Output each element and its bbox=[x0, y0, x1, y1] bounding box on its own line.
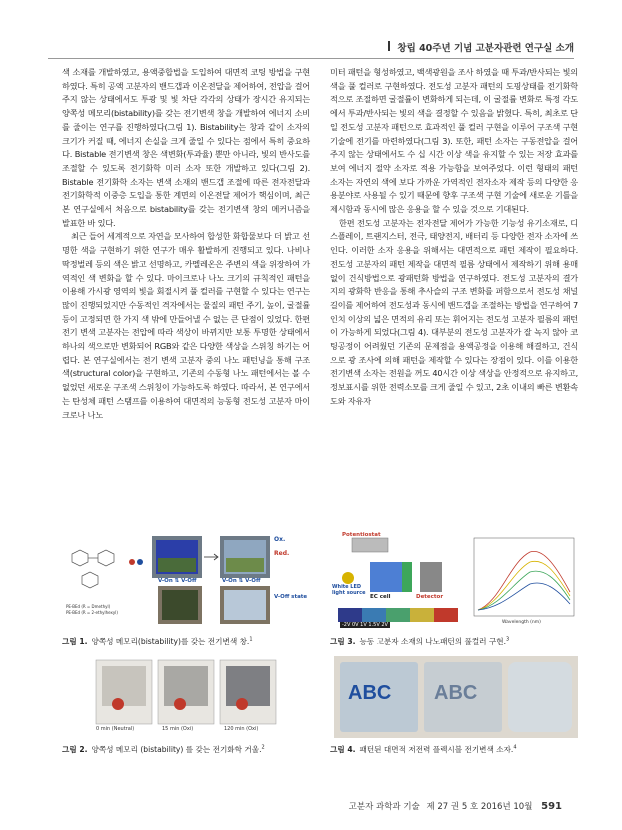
fig3-caption-number: 그림 3. bbox=[330, 637, 356, 646]
fig3-caption-text: 능동 고분자 소재의 나노패턴의 풀컬러 구현. bbox=[359, 637, 507, 646]
fig4-letters-1: ABC bbox=[348, 682, 392, 704]
fig1-legend-2: PE-BEd (R = 2-ethylhexyl) bbox=[66, 610, 118, 615]
right-paragraph-1: 미터 패턴을 형성하였고, 백색광원을 조사 하였을 때 투과/반사되는 빛의 색을 풀 컬러로 구현하였다. 전도성 고분자 패턴의 도핑상태를 전기화학적으로 조절하면 굴절률이 변화하게 되는데, 이 굴절률 변화로 특정 각도에서 투과/반사되는 빛의 색을 결정할 수 있음을 밝혔다. 특히, 최초로 단일 전도성 고분자 패턴으로 효과적인 풀 컬러 구현을 이루어 구조색 구현 기술에 전기를 마련하였다(그림 3). 또한, 패턴 소자는 구동전압을 걸어주지 않는 상태에서도 수 십 시간 이상 색을 유지할 수 있는 저장 효과를 보여 에너지 절약 소자로 적용 가능함을 보여주었다. 이런 형태의 패턴 소자는 자연의 색에 보다 가까운 가역적인 전자소자 제작 등의 다양한 응용분야로 사용될 수 있기 때문에 향후 구조색 구현 기술에 새로운 기틀을 제시함과 동시에 많은 응용을 할 수 있을 것으로 기대된다. bbox=[330, 67, 578, 215]
fig1-voff-state-label: V-Off state bbox=[274, 594, 308, 600]
figure-2 bbox=[92, 656, 284, 736]
fig1-caption-sup: 1 bbox=[249, 636, 253, 643]
fig4-letters-2: ABC bbox=[434, 682, 478, 704]
right-paragraph-2: 한편 전도성 고분자는 전자전달 제어가 가능한 기능성 유기소재로, 디스플레이, 트랜지스터, 전극, 태양전지, 배터리 등 다양한 전자 소자에 쓰인다. 이러한 소자 응용을 위해서는 대면적으로 패턴 제작이 필요하다. 전도성 고분자의 패턴 제작을 대면적 필름 상태에서 제작하기 위해 용매 없이 건식방법으로 광패턴화 방법을 연구하였다. 전도성 고분자의 결가지의 광화학 반응을 통해 추사슬의 구조 변화를 퍼함으로서 전도성 채널 길이를 제어하여 전도성과 동시에 밴드갭을 조절하는 방법을 연구하여 7인치 이상의 넓은 면적의 유리 또는 휘어지는 전도성 고분자 필름의 패턴이 가능하게 되었다(그림 4). 대부분의 전도성 고분자가 잘 녹지 않아 코팅공정이 어려웠던 기존의 문제점을 용액공정을 이용해 해결하고, 건식으로 광 조사에 의해 패턴을 제작할 수 있다는 장점이 있다. 이를 이용한 전기변색 소자는 전원을 꺼도 40시간 이상 색상을 안정적으로 유지하고, 정보표시를 위한 전력소모를 크게 줄일 수 있고, 2초 이내의 빠른 변환속도와 자유자 bbox=[330, 217, 578, 406]
fig3-caption-sup: 3 bbox=[506, 636, 510, 643]
fig2-label-1: 0 min (Neutral) bbox=[96, 726, 135, 732]
fig1-von-voff-label-2: V-On ⇅ V-Off bbox=[222, 578, 261, 584]
figure-3 bbox=[330, 532, 580, 632]
fig1-caption-number: 그림 1. bbox=[62, 637, 88, 646]
fig4-caption-number: 그림 4. bbox=[330, 745, 356, 754]
fig3-detector-label: Detector bbox=[416, 594, 444, 600]
fig3-white-led-label: White LED light source bbox=[332, 584, 366, 596]
figure-3-caption bbox=[330, 636, 509, 647]
left-paragraph-1: 색 소재를 개발하였고, 용액중합법을 도입하여 대면적 코팅 방법을 구현하였다. 특히 공액 고분자의 밴드갭과 이온전달을 제어하여, 전압을 걸어주지 않는 상태에서도 투광 및 빛 차단 각각의 상태가 장시간 유지되는 양쪽성 메모리(bistability)를 갖는 전기변색 창을 개발하여 에너지 소비를 줄이는 연구를 진행하였다(그림 1). Bistability는 창과 같이 소자의 크기가 커질 때, 에너지 손실을 크게 줄일 수 있다는 점에서 특히 중요하다. Bistable 전기변색 창은 색변화(투과율) 뿐만 아니라, 빛의 반사도를 조절할 수 있도록 전기화학 미러 소자 또한 개발하고 있다(그림 2). Bistable 전기화학 소자는 변색 소재의 밴드갭 조절에 따른 전자전달과 전기화학적 이중층 도입을 통한 계면의 이온전달 제어가 핵심이며, 최근 본 연구실에서 처음으로 bistability를 갖는 전기변색 창의 메커니즘을 발표한 바 있다. bbox=[62, 67, 310, 228]
right-column bbox=[330, 66, 578, 409]
fig1-red-label: Red. bbox=[274, 550, 290, 557]
fig2-caption-text: 양쪽성 메모리 (bistability) 를 갖는 전기화학 거울. bbox=[91, 745, 262, 754]
fig3-potentiostat-label: Potentiostat bbox=[342, 532, 381, 538]
page-header bbox=[0, 0, 622, 54]
figure-2-image bbox=[92, 656, 284, 736]
fig1-von-voff-label-1: V-On ⇅ V-Off bbox=[158, 578, 197, 584]
fig4-caption-text: 패턴된 대면적 저전력 플렉시블 전기변색 소자. bbox=[359, 745, 514, 754]
fig1-caption-text: 양쪽성 메모리(bistability)를 갖는 전기변색 창. bbox=[91, 637, 250, 646]
header-divider bbox=[48, 58, 574, 59]
fig3-xaxis-label: Wavelength (nm) bbox=[502, 620, 541, 625]
fig2-caption-number: 그림 2. bbox=[62, 745, 88, 754]
figure-1-caption bbox=[62, 636, 253, 647]
fig2-caption-sup: 2 bbox=[261, 744, 265, 751]
figure-1 bbox=[62, 532, 312, 632]
figure-4 bbox=[334, 656, 578, 738]
fig1-legend-1: PE-BEd (R = Dmethyl) bbox=[66, 604, 111, 609]
figure-3-image bbox=[330, 532, 580, 632]
fig4-caption-sup: 4 bbox=[513, 744, 517, 751]
fig3-voltages-label: -2V 0V 1V 1.5V 2V bbox=[342, 622, 388, 628]
footer-journal: 고분자 과학과 기술 bbox=[348, 802, 420, 812]
footer-volume: 제 27 권 5 호 2016년 10월 bbox=[426, 802, 533, 812]
figure-2-caption bbox=[62, 744, 265, 755]
header-title: 창립 40주년 기념 고분자관련 연구실 소개 bbox=[397, 40, 574, 54]
fig2-label-3: 120 min (Oxi) bbox=[224, 726, 259, 732]
figure-4-caption bbox=[330, 744, 517, 755]
page-number: 591 bbox=[541, 801, 562, 812]
page-footer bbox=[349, 800, 562, 812]
left-paragraph-2: 최근 들어 세계적으로 자연을 모사하여 합성한 화합물보다 더 밝고 선명한 색을 구현하기 위한 연구가 매우 활발하게 진행되고 있다. 나비나 딱정벌레 등의 색은 밝고 선명하고, 카멜레온은 주변의 색을 위장하여 가역적인 색 변화을 할 수 있다. 마이크로나 나노 크기의 규칙적인 패턴을 이용해 가시광 영역의 빛을 회절시켜 풀 컬러를 구현할 수 있다는 연구는 많이 진행되었지만 수동적인 격자에서는 물질의 패턴 주기, 높이, 굴절률 등이 고정되면 한 가지 색 밖에 만들어낼 수 없는 큰 단점이 있었다. 한편 전기 변색 고분자는 전압에 따라 색상이 바뀌지만 보통 투명한 상태에서 하나의 색으로만 변화되어 RGB와 같은 다양한 색상을 스위칭 하기는 어렵다. 본 연구실에서는 전기 변색 고분자 중의 나노 패턴닝을 통해 구조색(structural color)을 구현하고, 기존의 수동형 나노 패턴에서는 볼 수 없었던 새로운 구조색 스위칭이 가능하도록 하였다. 따라서, 본 연구에서는 탄성체 패턴 스탬프를 이용하여 대면적의 능동형 전도성 고분자 마이크로나 나노 bbox=[62, 231, 310, 420]
fig3-ec-cell-label: EC cell bbox=[370, 594, 391, 600]
fig2-label-2: 15 min (Oxi) bbox=[162, 726, 194, 732]
left-column bbox=[62, 66, 310, 422]
fig1-ox-label: Ox. bbox=[274, 536, 286, 543]
